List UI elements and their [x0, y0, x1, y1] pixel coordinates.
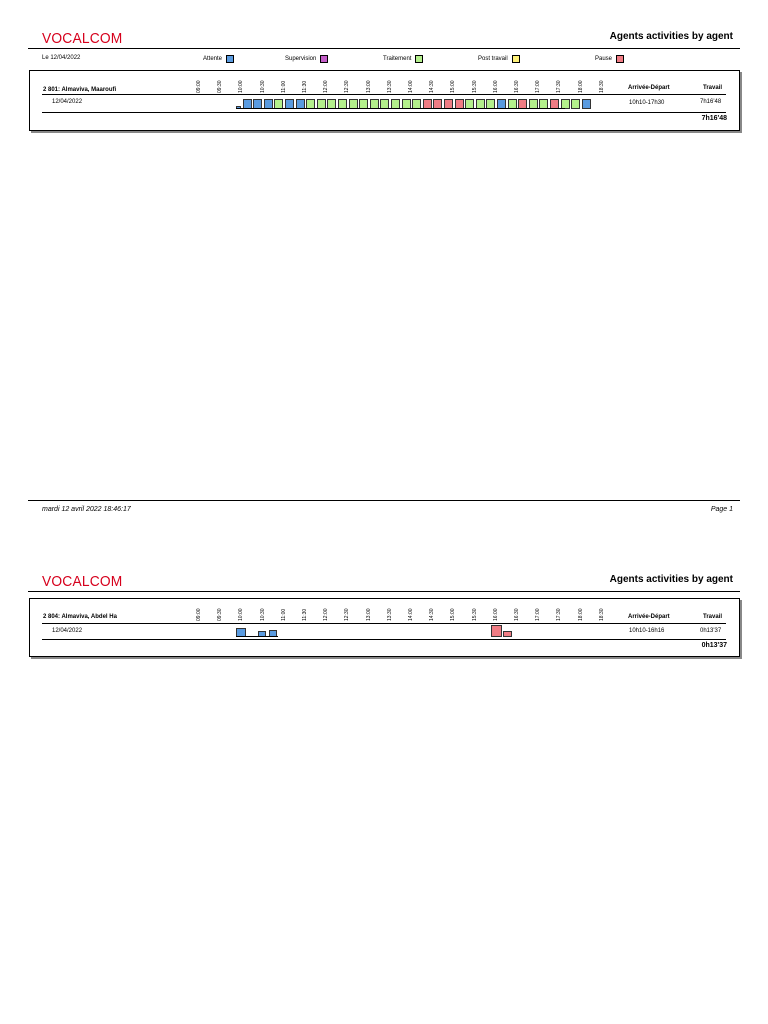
vocalcom-logo: VOCALCOM — [42, 573, 123, 590]
time-tick-label: 16:00 — [492, 80, 499, 93]
time-tick-label: 15:30 — [471, 608, 478, 621]
time-tick-label: 15:00 — [450, 608, 457, 621]
agent-name: 2 801: Almaviva, Maaroufi — [43, 87, 117, 93]
time-tick-label: 11:30 — [302, 80, 308, 93]
time-tick-label: 16:00 — [492, 608, 499, 621]
time-tick-label: 13:30 — [386, 608, 393, 621]
legend-label: Traitement — [383, 56, 412, 62]
footer-divider — [28, 500, 740, 501]
report-title: Agents activities by agent — [609, 574, 733, 585]
legend-traitement — [383, 55, 423, 63]
total-divider — [42, 639, 726, 640]
arrivee-depart-header: Arrivée-Départ — [628, 614, 670, 620]
time-tick-label: 13:00 — [365, 608, 372, 621]
timeline-baseline — [236, 636, 278, 637]
time-tick-label: 16:30 — [514, 608, 520, 621]
header-divider — [28, 591, 740, 592]
time-tick-label: 15:30 — [471, 80, 478, 93]
travail-header: Travail — [703, 85, 723, 91]
time-tick-label: 11:30 — [302, 608, 308, 621]
activity-bar-attente — [582, 99, 591, 109]
legend-attente — [203, 55, 234, 63]
row-divider — [42, 94, 726, 95]
time-tick-label: 10:30 — [259, 608, 266, 621]
time-tick-label: 17:00 — [535, 608, 542, 621]
legend-label: Post travail — [478, 56, 508, 62]
time-tick-label: 11:00 — [280, 80, 287, 93]
agent-activity-panel — [29, 598, 740, 657]
legend-swatch — [226, 55, 234, 63]
time-tick-label: 17:30 — [556, 80, 563, 93]
legend-post-travail — [478, 55, 520, 63]
legend-label: Supervision — [285, 56, 317, 62]
travail-value: 0h13'37 — [700, 628, 722, 634]
footer-date: mardi 12 avril 2022 18:46:17 — [42, 506, 131, 513]
travail-header: Travail — [703, 614, 723, 620]
time-tick-label: 09:00 — [196, 608, 202, 621]
row-divider — [42, 623, 726, 624]
legend-label: Pause — [595, 56, 613, 62]
time-tick-label: 10:00 — [238, 608, 245, 621]
time-tick-label: 11:00 — [280, 608, 287, 621]
time-tick-label: 18:30 — [598, 608, 605, 621]
legend-supervision — [285, 55, 328, 63]
time-tick-label: 17:30 — [556, 608, 563, 621]
time-tick-label: 18:00 — [577, 80, 584, 93]
legend-swatch — [512, 55, 520, 63]
activity-bar-pause — [491, 625, 502, 637]
time-tick-label: 14:00 — [408, 80, 414, 93]
time-tick-label: 14:30 — [429, 608, 436, 621]
activity-bar-traitement — [571, 99, 580, 109]
time-tick-label: 14:00 — [408, 608, 414, 621]
time-tick-label: 12:00 — [323, 80, 330, 93]
header-divider — [28, 48, 740, 49]
time-tick-label: 16:30 — [514, 80, 520, 93]
legend-swatch — [415, 55, 423, 63]
arrivee-depart-value: 10h10-17h30 — [629, 100, 665, 106]
time-tick-label: 18:30 — [598, 80, 605, 93]
total-travail: 7h16'48 — [701, 115, 727, 122]
time-tick-label: 09:30 — [217, 608, 224, 621]
arrivee-depart-value: 10h10-16h16 — [629, 628, 665, 634]
time-tick-label: 13:30 — [386, 80, 393, 93]
time-tick-label: 10:00 — [238, 80, 245, 93]
footer-page-number: Page 1 — [710, 506, 733, 513]
activity-bar-pause — [503, 631, 512, 637]
time-tick-label: 12:30 — [344, 80, 351, 93]
time-tick-label: 13:00 — [365, 80, 372, 93]
legend-pause — [595, 55, 624, 63]
timeline-baseline — [236, 108, 565, 109]
time-tick-label: 10:30 — [259, 80, 266, 93]
time-tick-label: 17:00 — [535, 80, 542, 93]
agent-activity-panel — [29, 70, 740, 131]
report-title: Agents activities by agent — [609, 31, 733, 42]
agent-name: 2 804: Almaviva, Abdel Ha — [43, 614, 117, 620]
legend-swatch — [616, 55, 624, 63]
legend-swatch — [320, 55, 328, 63]
time-tick-label: 12:30 — [344, 608, 351, 621]
total-divider — [42, 112, 726, 113]
time-tick-label: 12:00 — [323, 608, 330, 621]
time-tick-label: 09:30 — [217, 80, 224, 93]
vocalcom-logo: VOCALCOM — [42, 30, 123, 47]
total-travail: 0h13'37 — [701, 642, 727, 649]
report-date: Le 12/04/2022 — [42, 55, 81, 61]
row-date: 12/04/2022 — [52, 99, 83, 105]
arrivee-depart-header: Arrivée-Départ — [628, 85, 670, 91]
time-tick-label: 14:30 — [429, 80, 436, 93]
travail-value: 7h16'48 — [700, 99, 722, 105]
legend-label: Attente — [203, 56, 223, 62]
row-date: 12/04/2022 — [52, 628, 83, 634]
time-tick-label: 15:00 — [450, 80, 457, 93]
time-tick-label: 09:00 — [196, 80, 202, 93]
time-tick-label: 18:00 — [577, 608, 584, 621]
